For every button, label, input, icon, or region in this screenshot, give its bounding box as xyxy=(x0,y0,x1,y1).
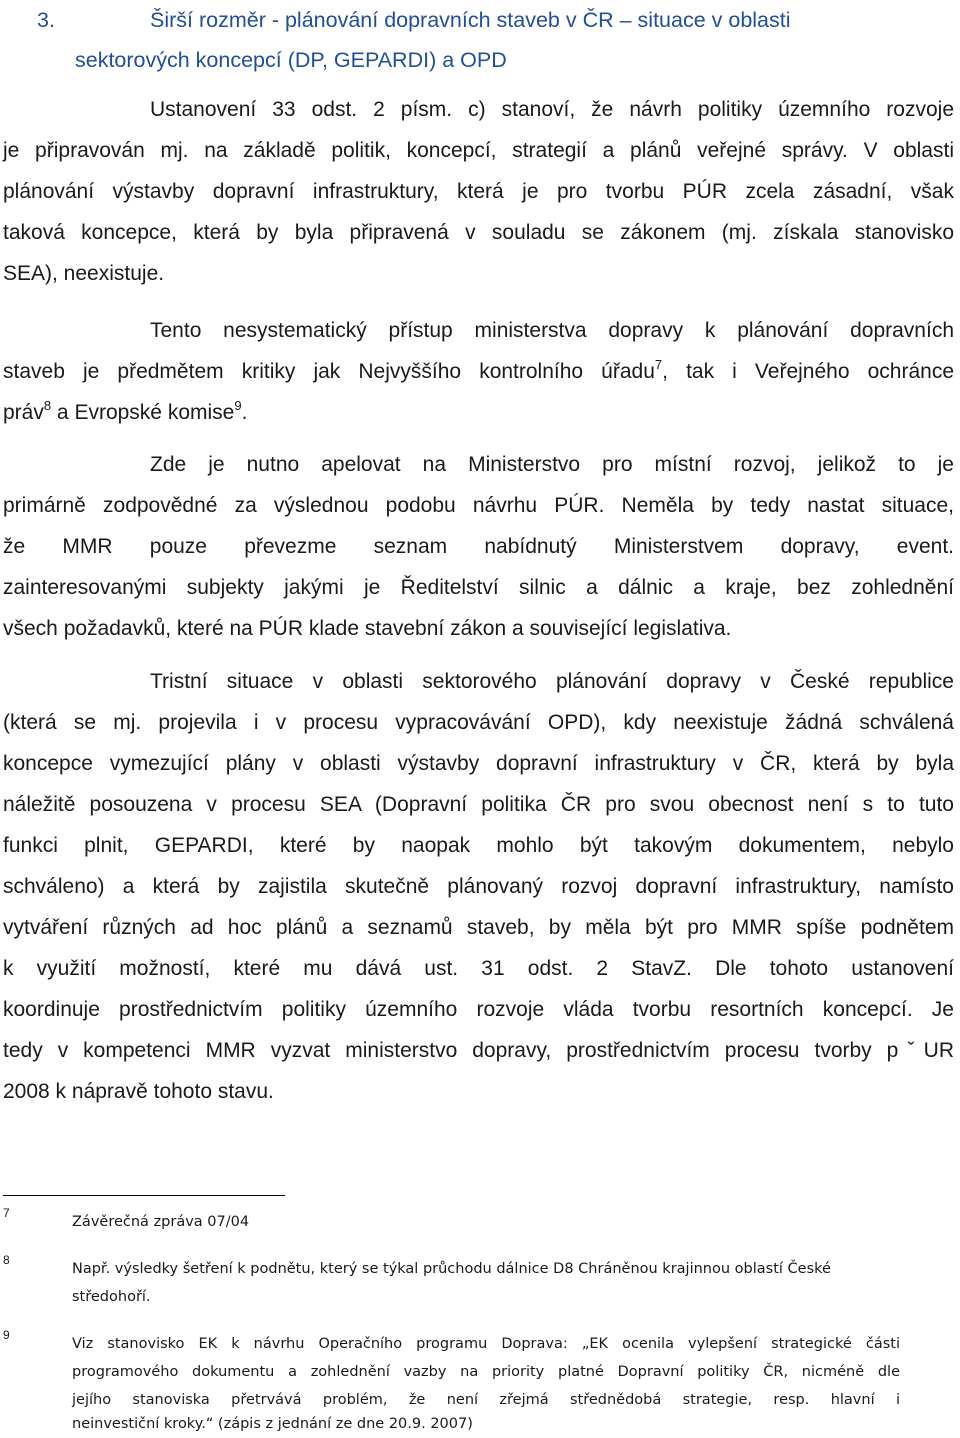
paragraph-2-line: Tento nesystematický přístup ministerstva dopravy k plánování dopravních xyxy=(150,319,954,342)
footnote-separator xyxy=(3,1195,285,1196)
paragraph-4-line: 2008 k nápravě tohoto stavu. xyxy=(3,1080,274,1103)
paragraph-4-line: vytváření různých ad hoc plánů a seznamů staveb, by měla být pro MMR spíše podnětem xyxy=(3,916,954,939)
paragraph-3-line: všech požadavků, které na PÚR klade stavební zákon a související legislativa. xyxy=(3,617,732,640)
paragraph-2-text: staveb je předmětem kritiky jak Nejvyššího kontrolního úřadu xyxy=(3,360,655,383)
paragraph-2-line xyxy=(3,352,954,392)
paragraph-3-line: primárně zodpovědné za výslednou podobu návrhu PÚR. Neměla by tedy nastat situace, xyxy=(3,494,954,517)
paragraph-1-line: taková koncepce, která by byla připravená v souladu se zákonem (mj. získala stanovisko xyxy=(3,221,954,244)
footnote-text: programového dokumentu a zohlednění vazby na priority platné Dopravní politiky ČR, nicméně dle xyxy=(72,1364,900,1380)
paragraph-1-line: je připravován mj. na základě politik, koncepcí, strategií a plánů veřejné správy. V oblasti xyxy=(3,139,954,162)
section-title-line-1: Širší rozměr - plánování dopravních staveb v ČR – situace v oblasti xyxy=(150,8,791,32)
footnote-number: 8 xyxy=(3,1253,10,1267)
paragraph-2-text: , tak i Veřejného ochránce xyxy=(662,360,954,383)
section-number: 3. xyxy=(37,8,55,32)
paragraph-4-line: koordinuje prostřednictvím politiky územního rozvoje vláda tvorbu resortních koncepcí. Je xyxy=(3,998,954,1021)
paragraph-3-line: že MMR pouze převezme seznam nabídnutý Ministerstvem dopravy, event. xyxy=(3,535,954,558)
paragraph-4-line: náležitě posouzena v procesu SEA (Dopravní politika ČR pro svou obecnost není s to tuto xyxy=(3,793,954,816)
paragraph-2-line xyxy=(3,393,954,433)
paragraph-4-line: tedy v kompetenci MMR vyzvat ministerstvo dopravy, prostřednictvím procesu tvorby pˇUR xyxy=(3,1039,954,1062)
paragraph-3-line: Zde je nutno apelovat na Ministerstvo pro místní rozvoj, jelikož to je xyxy=(150,453,954,476)
paragraph-1-line: SEA), neexistuje. xyxy=(3,262,165,285)
paragraph-4-line: koncepce vymezující plány v oblasti výstavby dopravní infrastruktury v ČR, která by byla xyxy=(3,752,954,775)
footnote-number: 9 xyxy=(3,1328,10,1342)
footnote-text: středohoří. xyxy=(72,1289,151,1305)
section-title-line-2: sektorových koncepcí (DP, GEPARDI) a OPD xyxy=(75,48,507,72)
footnote-text: Viz stanovisko EK k návrhu Operačního programu Doprava: „EK ocenila vylepšení strategické části xyxy=(72,1336,900,1352)
paragraph-3-line: zainteresovanými subjekty jakými je Ředitelství silnic a dálnic a kraje, bez zohlednění xyxy=(3,576,954,599)
paragraph-4-line: schváleno) a která by zajistila skutečně plánovaný rozvoj dopravní infrastruktury, namísto xyxy=(3,875,954,898)
footnote-text: neinvestiční kroky.“ (zápis z jednání ze dne 20.9. 2007) xyxy=(72,1416,473,1432)
paragraph-4-line: (která se mj. projevila i v procesu vypracovávání OPD), kdy neexistuje žádná schválená xyxy=(3,711,954,734)
footnote-number: 7 xyxy=(3,1206,10,1220)
footnote-ref-7: 7 xyxy=(654,357,663,372)
paragraph-4-line: funkci plnit, GEPARDI, které by naopak mohlo být takovým dokumentem, nebylo xyxy=(3,834,954,857)
paragraph-2-text: práv xyxy=(3,401,44,424)
footnote-text: Závěrečná zpráva 07/04 xyxy=(72,1214,250,1230)
footnote-ref-8: 8 xyxy=(43,398,52,413)
paragraph-1-line: plánování výstavby dopravní infrastruktury, která je pro tvorbu PÚR zcela zásadní, však xyxy=(3,180,954,203)
footnote-ref-9: 9 xyxy=(234,398,242,413)
paragraph-1-line: Ustanovení 33 odst. 2 písm. c) stanoví, že návrh politiky územního rozvoje xyxy=(150,98,954,121)
paragraph-2-text: . xyxy=(241,401,248,424)
paragraph-2-text: a Evropské komise xyxy=(51,401,235,424)
footnote-text: Např. výsledky šetření k podnětu, který se týkal průchodu dálnice D8 Chráněnou krajinnou oblastí České xyxy=(72,1261,831,1277)
paragraph-4-line: k využití možností, které mu dává ust. 31 odst. 2 StavZ. Dle tohoto ustanovení xyxy=(3,957,954,980)
footnote-text: jejího stanoviska přetrvává problém, že není zřejmá střednědobá strategie, resp. hlavní i xyxy=(72,1392,900,1408)
paragraph-4-line: Tristní situace v oblasti sektorového plánování dopravy v České republice xyxy=(150,670,954,693)
